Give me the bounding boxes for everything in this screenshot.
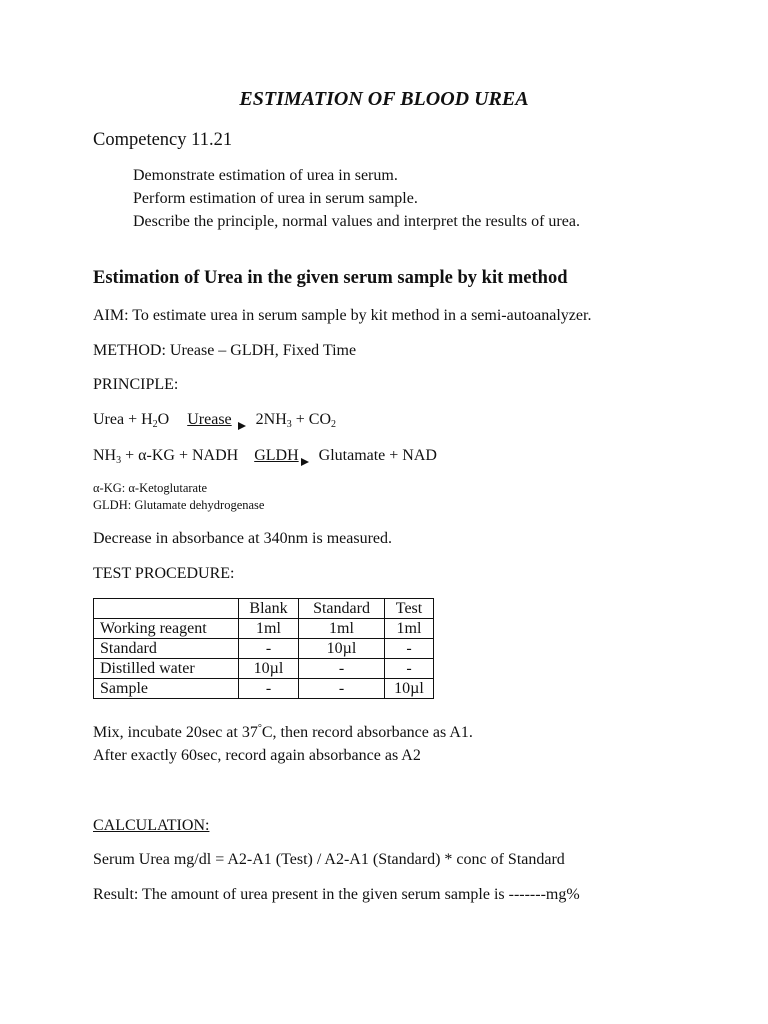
section-heading: Estimation of Urea in the given serum sample by kit method <box>93 268 568 288</box>
reaction-1 <box>93 411 336 430</box>
result-text: Result: The amount of urea present in the given serum sample is -------mg% <box>93 886 580 903</box>
table-cell: 10µl <box>385 679 434 699</box>
table-cell: 1ml <box>385 619 434 639</box>
table-header-cell <box>94 599 239 619</box>
reaction-1-enzyme: Urease <box>187 411 232 428</box>
calculation-label: CALCULATION: <box>93 817 210 834</box>
principle-label: PRINCIPLE: <box>93 376 179 393</box>
reaction-1-lhs-end: O <box>157 411 170 428</box>
incubation-text-end: C, then record absorbance as A1. <box>261 724 473 741</box>
second-reading-instruction: After exactly 60sec, record again absorbance as A2 <box>93 747 421 764</box>
table-cell: - <box>299 659 385 679</box>
reaction-1-rhs: 2NH <box>255 411 287 428</box>
table-header-row <box>94 599 434 619</box>
absorbance-note: Decrease in absorbance at 340nm is measured. <box>93 530 392 547</box>
method-text: METHOD: Urease – GLDH, Fixed Time <box>93 342 357 359</box>
table-cell: 10µl <box>299 639 385 659</box>
table-cell: 10µl <box>239 659 299 679</box>
reaction-1-rhs-subscript: 3 <box>286 419 292 430</box>
reaction-1-lhs-subscript: 2 <box>152 419 158 430</box>
table-header-cell: Standard <box>299 599 385 619</box>
table-cell: - <box>239 639 299 659</box>
page-title: ESTIMATION OF BLOOD UREA <box>239 88 529 110</box>
objective-item: Perform estimation of urea in serum sample. <box>133 190 418 207</box>
objective-item: Describe the principle, normal values and interpret the results of urea. <box>133 213 580 230</box>
calculation-formula: Serum Urea mg/dl = A2-A1 (Test) / A2-A1 (Standard) * conc of Standard <box>93 851 565 868</box>
objective-item: Demonstrate estimation of urea in serum. <box>133 167 398 184</box>
degree-symbol: ° <box>257 723 262 734</box>
reaction-2 <box>93 447 437 466</box>
table-cell: - <box>385 659 434 679</box>
reaction-2-enzyme: GLDH <box>254 447 299 464</box>
table-cell: - <box>385 639 434 659</box>
table-header-cell: Test <box>385 599 434 619</box>
reaction-2-rhs: Glutamate + NAD <box>318 447 437 464</box>
incubation-instruction <box>93 724 473 742</box>
abbreviation-item: α-KG: α-Ketoglutarate <box>93 481 208 495</box>
table-cell: Distilled water <box>94 659 239 679</box>
table-row <box>94 619 434 639</box>
reaction-1-rhs-mid: + CO <box>291 411 332 428</box>
table-row <box>94 679 434 699</box>
test-procedure-label: TEST PROCEDURE: <box>93 565 235 582</box>
reaction-1-lhs: Urea + H <box>93 411 153 428</box>
reaction-1-rhs-subscript-2: 2 <box>331 419 337 430</box>
competency-label: Competency 11.21 <box>93 130 233 150</box>
incubation-text: Mix, incubate 20sec at 37 <box>93 724 258 741</box>
abbreviation-item: GLDH: Glutamate dehydrogenase <box>93 498 265 512</box>
reaction-2-lhs-end: + α-KG + NADH <box>121 447 239 464</box>
table-cell: Sample <box>94 679 239 699</box>
table-header-cell: Blank <box>239 599 299 619</box>
table-cell: - <box>299 679 385 699</box>
table-cell: Standard <box>94 639 239 659</box>
table-cell: 1ml <box>239 619 299 639</box>
table-row <box>94 639 434 659</box>
procedure-table <box>93 598 434 699</box>
table-cell: Working reagent <box>94 619 239 639</box>
aim-text: AIM: To estimate urea in serum sample by kit method in a semi-autoanalyzer. <box>93 307 592 324</box>
reaction-2-lhs: NH <box>93 447 117 464</box>
table-cell: - <box>239 679 299 699</box>
table-row <box>94 659 434 679</box>
reaction-2-lhs-subscript: 3 <box>116 455 122 466</box>
table-cell: 1ml <box>299 619 385 639</box>
